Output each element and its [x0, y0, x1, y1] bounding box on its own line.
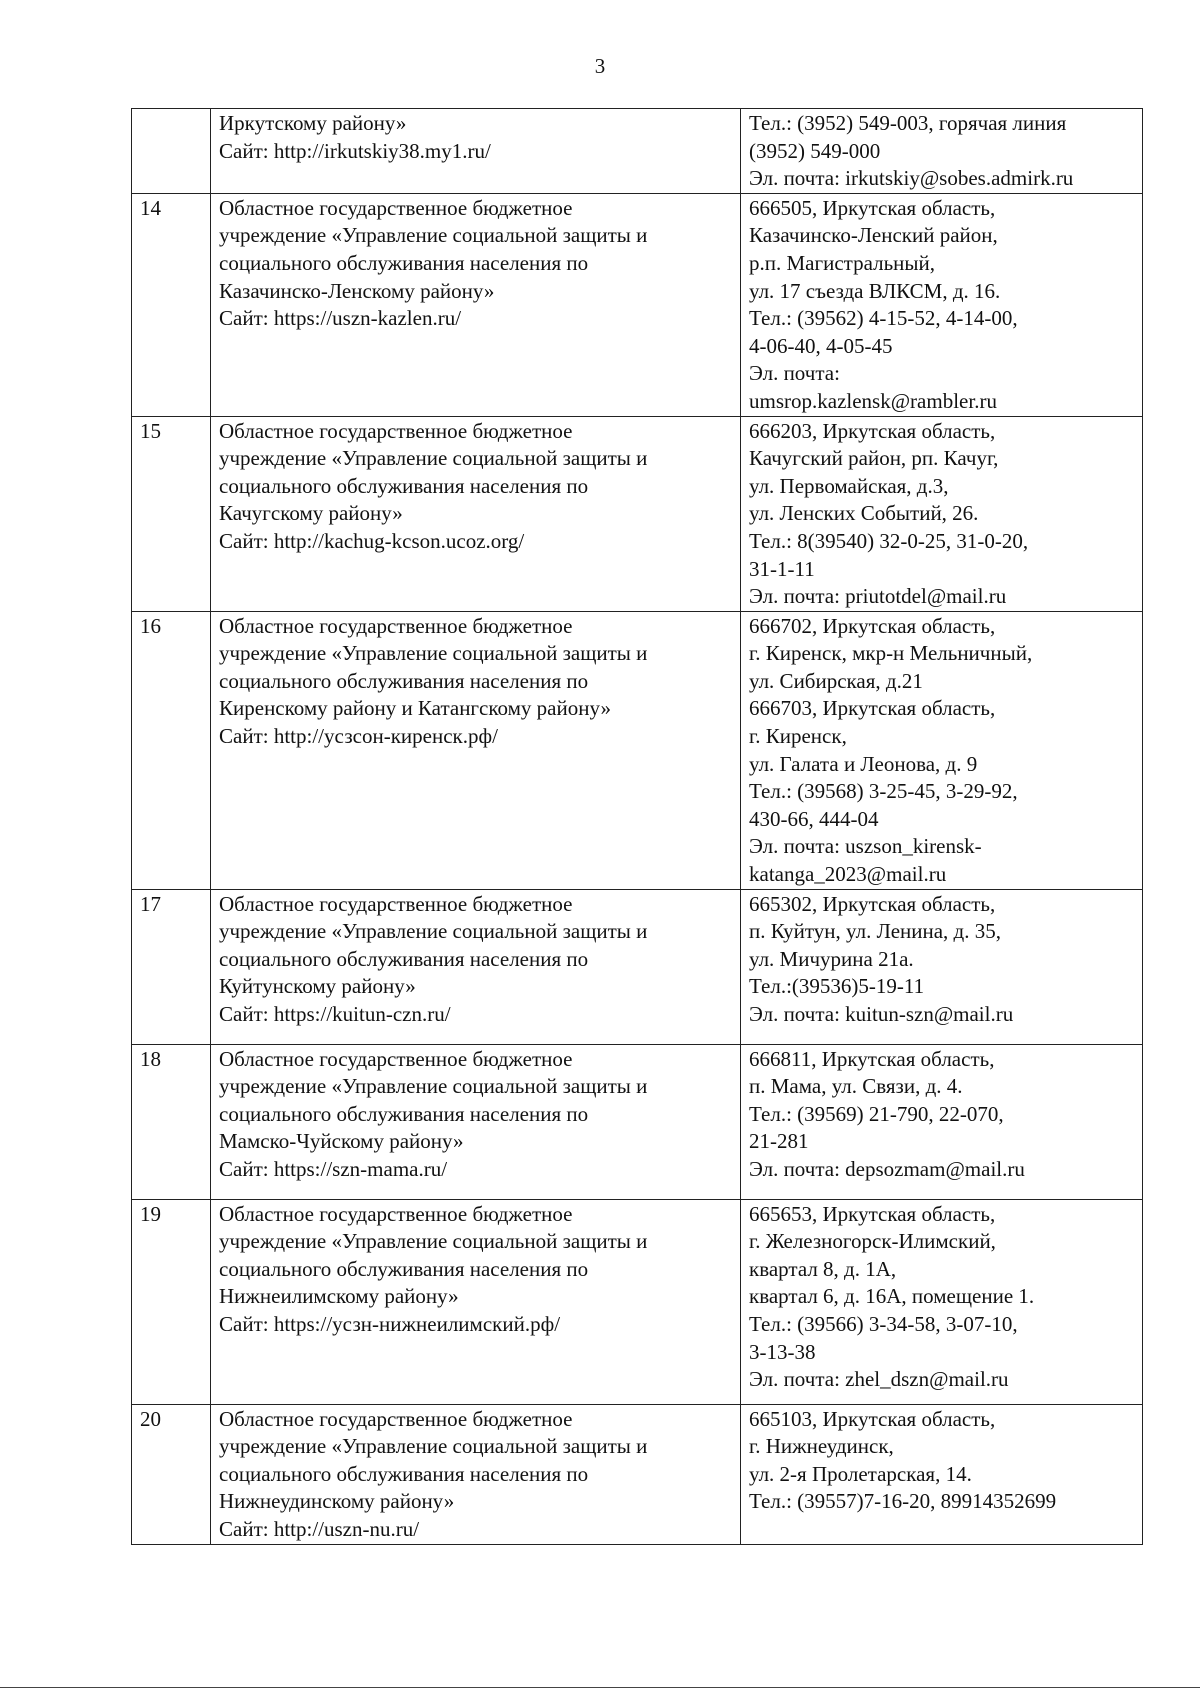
contact-line: 666702, Иркутская область,	[749, 613, 996, 638]
table-row	[132, 416, 1143, 611]
contact-cell	[741, 1044, 1143, 1199]
contact-line: г. Нижнеудинск,	[749, 1434, 894, 1459]
organization-line: Областное государственное бюджетное	[219, 195, 573, 220]
table-row	[132, 1044, 1143, 1199]
organization-line: Сайт: http://uszn-nu.ru/	[219, 1517, 420, 1541]
contact-line: 21-281	[749, 1129, 809, 1154]
organization-line: Областное государственное бюджетное	[219, 418, 573, 443]
row-number: 14	[132, 193, 211, 416]
contact-line: г. Киренск,	[749, 724, 847, 749]
contact-line: Тел.: (39568) 3-25-45, 3-29-92,	[749, 779, 1018, 804]
contact-cell	[741, 109, 1143, 194]
organization-line: Сайт: https://усзн-нижнеилимский.рф/	[219, 1312, 561, 1336]
contact-line: Тел.: (39557)7-16-20, 89914352699	[749, 1489, 1057, 1514]
contact-line: г. Киренск, мкр-н Мельничный,	[749, 641, 1033, 666]
contact-line: 665103, Иркутская область,	[749, 1406, 996, 1431]
organization-line: Мамско-Чуйскому району»	[219, 1129, 464, 1154]
contact-line: Тел.: (3952) 549-003, горячая линия	[749, 111, 1067, 135]
institutions-table	[131, 108, 1143, 1545]
page-number: 3	[594, 54, 606, 78]
organization-line: Казачинско-Ленскому району»	[219, 278, 495, 303]
contact-line: ул. Галата и Леонова, д. 9	[749, 751, 978, 776]
organization-line: социального обслуживания населения по	[219, 250, 589, 275]
organization-line: Иркутскому району»	[219, 111, 407, 135]
row-number: 18	[132, 1044, 211, 1199]
contact-cell	[741, 416, 1143, 611]
contact-line: Тел.: 8(39540) 32-0-25, 31-0-20,	[749, 528, 1029, 553]
organization-cell	[211, 109, 741, 194]
organization-line: Нижнеудинскому району»	[219, 1489, 455, 1514]
organization-line: Качугскому району»	[219, 501, 403, 526]
row-number: 15	[132, 416, 211, 611]
organization-line: Нижнеилимскому району»	[219, 1284, 459, 1309]
organization-line: учреждение «Управление социальной защиты и	[219, 1229, 648, 1254]
contact-line: квартал 8, д. 1А,	[749, 1256, 897, 1281]
contact-line: 665653, Иркутская область,	[749, 1201, 996, 1226]
contact-line: Эл. почта: kuitun-szn@mail.ru	[749, 1002, 1014, 1026]
row-number: 20	[132, 1404, 211, 1544]
organization-line: учреждение «Управление социальной защиты и	[219, 641, 648, 666]
contact-line: Эл. почта: uszson_kirensk-	[749, 834, 982, 859]
contact-line: Эл. почта: depsozmam@mail.ru	[749, 1157, 1025, 1181]
contact-line: Эл. почта: priutotdel@mail.ru	[749, 584, 1007, 609]
row-number: 19	[132, 1199, 211, 1404]
contact-line: ул. Первомайская, д.3,	[749, 473, 949, 498]
organization-line: учреждение «Управление социальной защиты и	[219, 446, 648, 471]
table-row	[132, 889, 1143, 1044]
organization-line: социального обслуживания населения по	[219, 473, 589, 498]
contact-cell	[741, 889, 1143, 1044]
contact-line: katanga_2023@mail.ru	[749, 862, 947, 887]
organization-line: Сайт: http://kachug-kcson.ucoz.org/	[219, 528, 525, 553]
contact-line: 666811, Иркутская область,	[749, 1046, 995, 1071]
contact-line: 665302, Иркутская область,	[749, 891, 996, 916]
organization-line: Областное государственное бюджетное	[219, 891, 573, 916]
organization-line: Сайт: https://uszn-kazlen.ru/	[219, 306, 462, 331]
contact-line: 3-13-38	[749, 1339, 816, 1364]
contact-line: ул. 17 съезда ВЛКСМ, д. 16.	[749, 278, 1001, 303]
organization-line: Областное государственное бюджетное	[219, 613, 573, 638]
contact-line: Тел.: (39569) 21-790, 22-070,	[749, 1101, 1004, 1126]
organization-line: Сайт: https://szn-mama.ru/	[219, 1157, 448, 1181]
organization-cell	[211, 889, 741, 1044]
organization-line: социального обслуживания населения по	[219, 668, 589, 693]
contact-line: п. Мама, ул. Связи, д. 4.	[749, 1074, 963, 1099]
organization-line: учреждение «Управление социальной защиты и	[219, 223, 648, 248]
row-number	[132, 109, 211, 194]
organization-line: Областное государственное бюджетное	[219, 1046, 573, 1071]
organization-cell	[211, 193, 741, 416]
contact-cell	[741, 611, 1143, 889]
contact-line: Эл. почта:	[749, 361, 840, 386]
organization-cell	[211, 611, 741, 889]
contact-line: р.п. Магистральный,	[749, 250, 935, 275]
contact-line: 430-66, 444-04	[749, 806, 879, 831]
contact-cell	[741, 1199, 1143, 1404]
organization-line: Киренскому району и Катангскому району»	[219, 696, 611, 721]
contact-line: квартал 6, д. 16А, помещение 1.	[749, 1284, 1035, 1309]
organization-line: Куйтунскому району»	[219, 974, 416, 999]
organization-line: Сайт: http://irkutskiy38.my1.ru/	[219, 138, 491, 163]
row-number: 17	[132, 889, 211, 1044]
contact-line: 31-1-11	[749, 556, 815, 581]
contact-line: Эл. почта: irkutskiy@sobes.admirk.ru	[749, 166, 1074, 191]
contact-line: (3952) 549-000	[749, 138, 881, 163]
table-row	[132, 193, 1143, 416]
organization-line: учреждение «Управление социальной защиты и	[219, 1074, 648, 1099]
contact-line: г. Железногорск-Илимский,	[749, 1229, 996, 1254]
row-number: 16	[132, 611, 211, 889]
organization-cell	[211, 1044, 741, 1199]
organization-line: социального обслуживания населения по	[219, 1461, 589, 1486]
contact-line: Казачинско-Ленский район,	[749, 223, 998, 248]
contact-line: umsrop.kazlensk@rambler.ru	[749, 388, 997, 413]
contact-line: 666505, Иркутская область,	[749, 195, 996, 220]
organization-line: социального обслуживания населения по	[219, 1101, 589, 1126]
organization-line: учреждение «Управление социальной защиты и	[219, 919, 648, 944]
contact-line: ул. Ленских Событий, 26.	[749, 501, 979, 526]
footer-rule	[0, 1687, 1200, 1688]
contact-cell	[741, 193, 1143, 416]
table-row	[132, 1404, 1143, 1544]
organization-cell	[211, 1404, 741, 1544]
organization-line: Сайт: http://усзсон-киренск.рф/	[219, 724, 498, 749]
contact-line: ул. Сибирская, д.21	[749, 668, 923, 693]
contact-line: 666703, Иркутская область,	[749, 696, 996, 721]
organization-cell	[211, 416, 741, 611]
contact-line: ул. 2-я Пролетарская, 14.	[749, 1461, 972, 1486]
contact-line: Тел.:(39536)5-19-11	[749, 974, 925, 999]
organization-line: учреждение «Управление социальной защиты и	[219, 1434, 648, 1459]
organization-line: Областное государственное бюджетное	[219, 1406, 573, 1431]
contact-line: Качугский район, рп. Качуг,	[749, 446, 999, 471]
organization-line: Сайт: https://kuitun-czn.ru/	[219, 1002, 451, 1026]
organization-line: Областное государственное бюджетное	[219, 1201, 573, 1226]
contact-line: Эл. почта: zhel_dszn@mail.ru	[749, 1367, 1009, 1392]
organization-line: социального обслуживания населения по	[219, 1256, 589, 1281]
contact-line: ул. Мичурина 21а.	[749, 946, 914, 971]
organization-cell	[211, 1199, 741, 1404]
contact-line: Тел.: (39566) 3-34-58, 3-07-10,	[749, 1312, 1018, 1336]
contact-line: 666203, Иркутская область,	[749, 418, 996, 443]
contact-line: п. Куйтун, ул. Ленина, д. 35,	[749, 919, 1001, 944]
table-row	[132, 1199, 1143, 1404]
table-body	[132, 109, 1143, 1545]
contact-cell	[741, 1404, 1143, 1544]
organization-line: социального обслуживания населения по	[219, 946, 589, 971]
contact-line: 4-06-40, 4-05-45	[749, 333, 893, 358]
contact-line: Тел.: (39562) 4-15-52, 4-14-00,	[749, 306, 1018, 331]
table-row	[132, 109, 1143, 194]
table-row	[132, 611, 1143, 889]
